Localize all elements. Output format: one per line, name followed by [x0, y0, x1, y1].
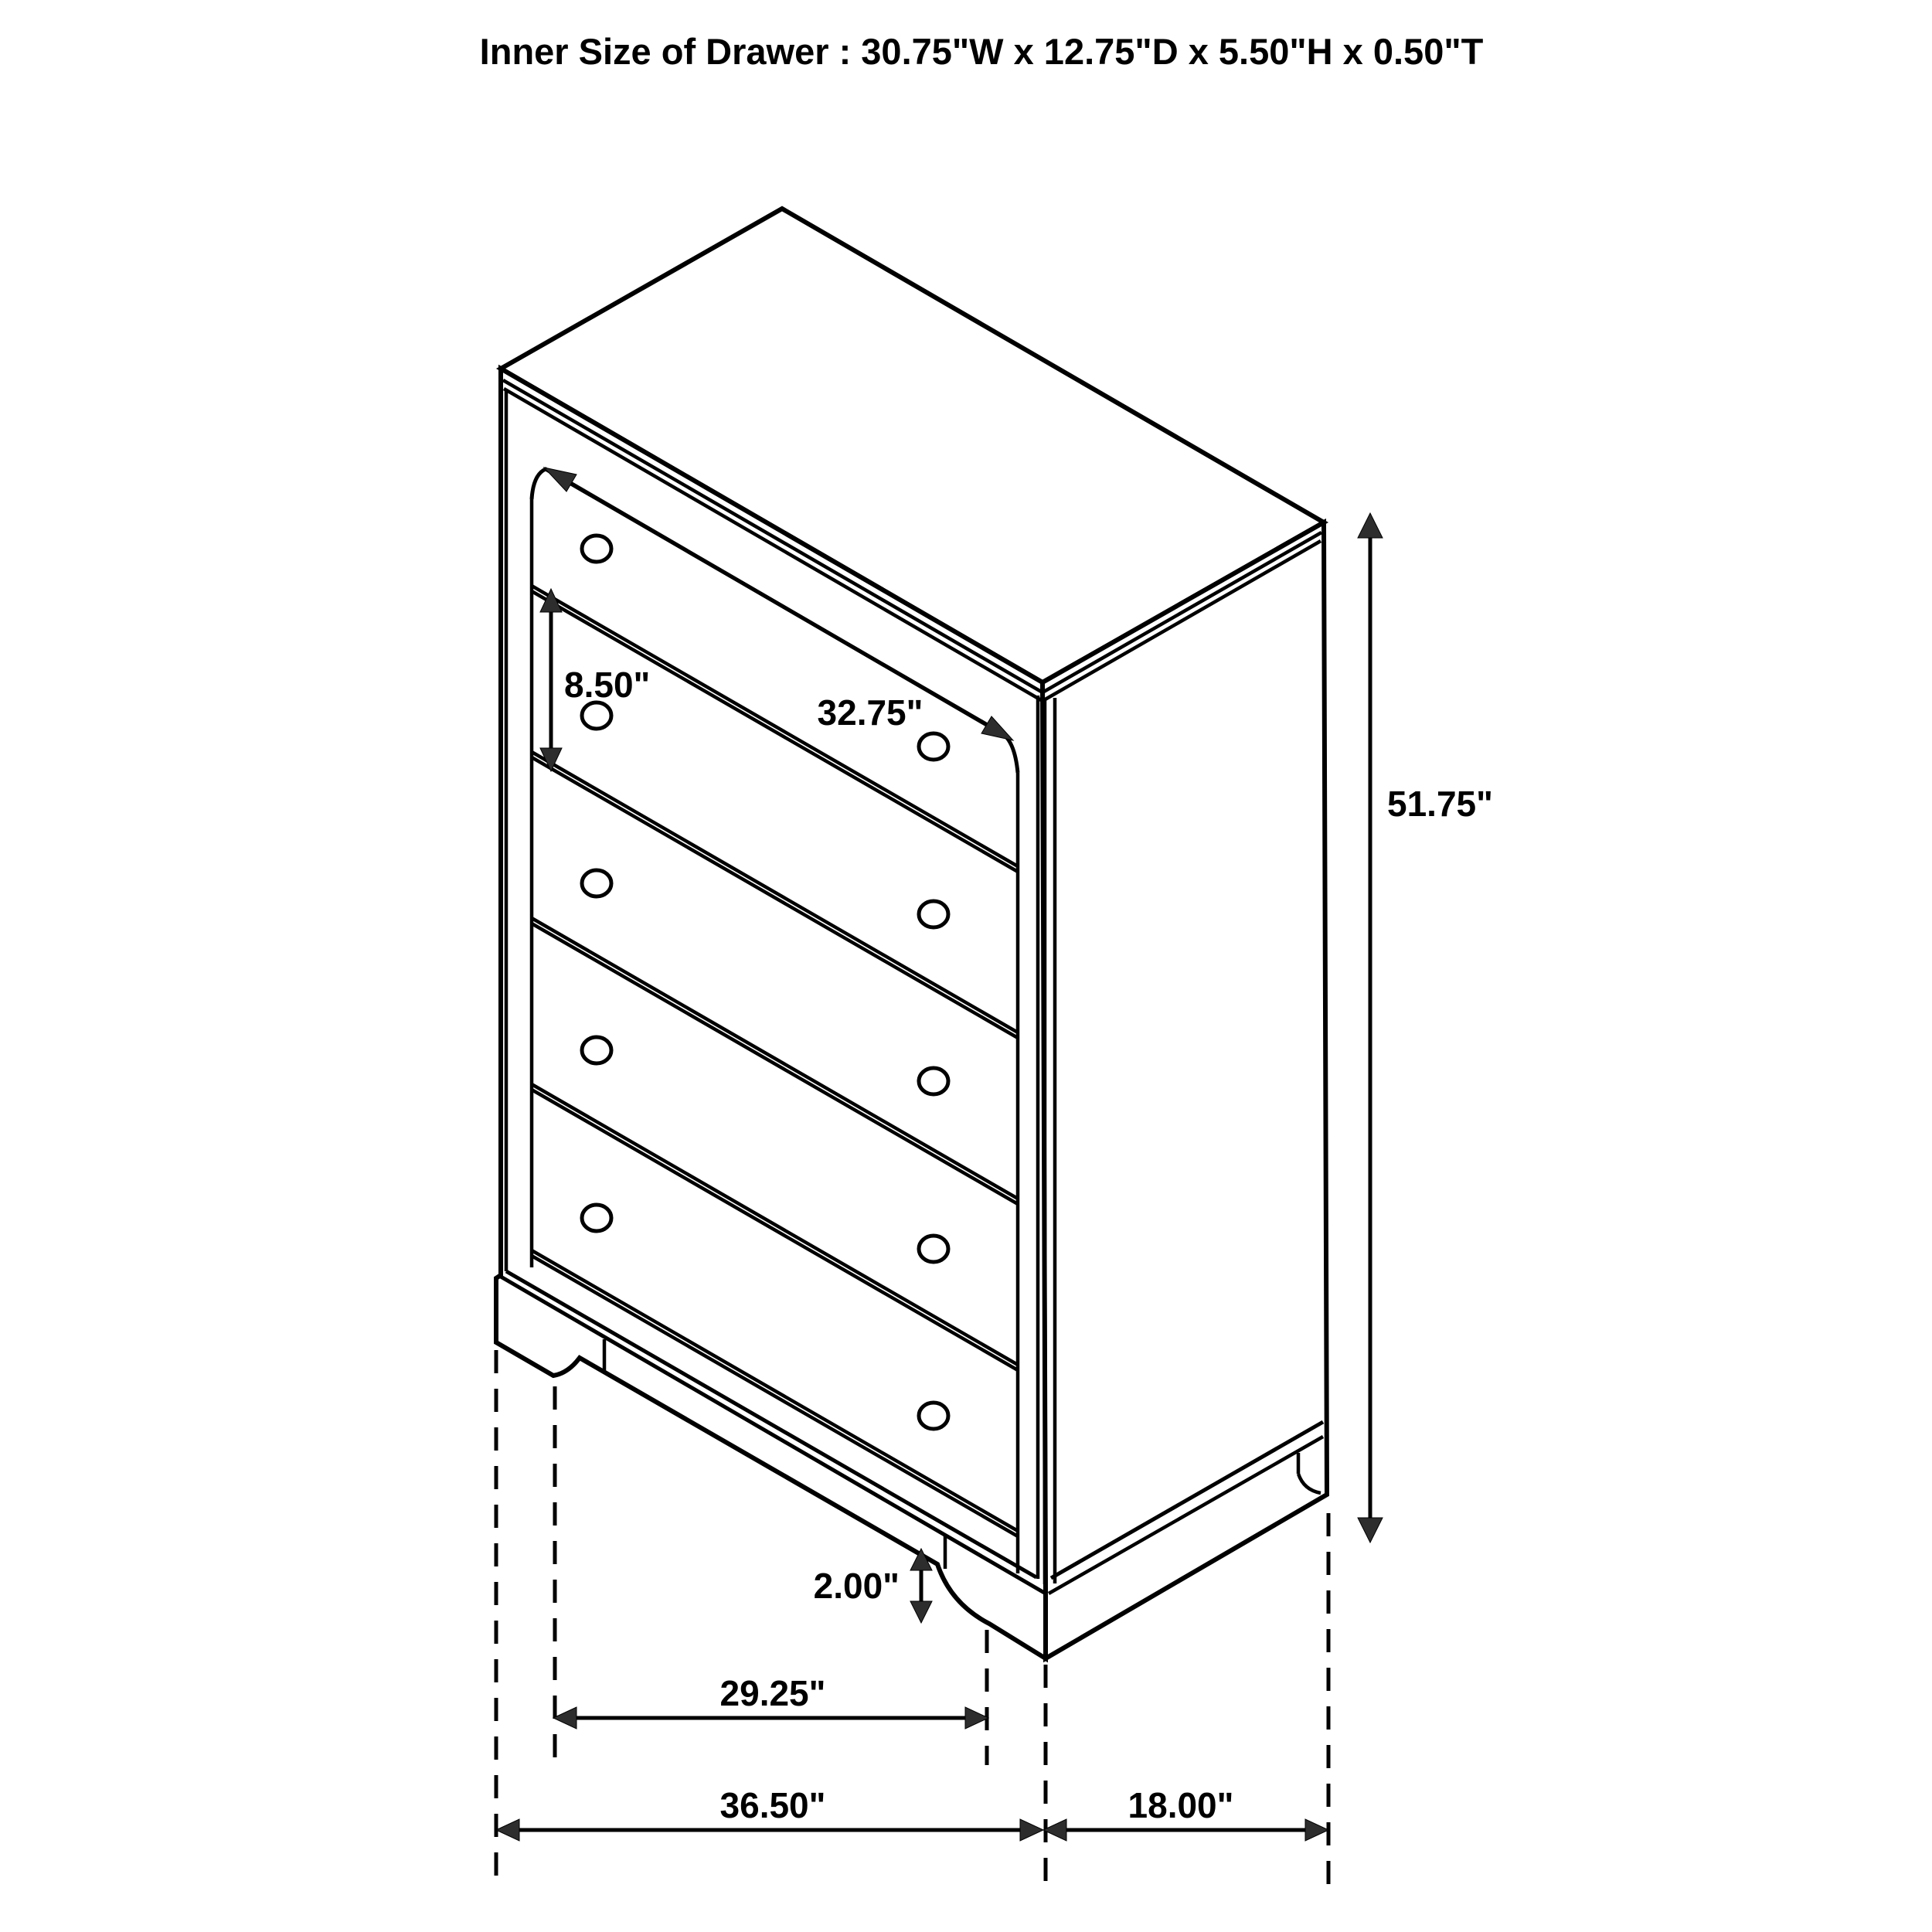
- dim-overall-depth: [1043, 1785, 1328, 1841]
- dim-overall-width: [496, 1785, 1043, 1841]
- dim-drawer-height-label: 8.50": [564, 665, 651, 705]
- chest-body: [496, 209, 1327, 1658]
- dim-feet-spacing-label: 29.25": [719, 1673, 826, 1713]
- page-title: Inner Size of Drawer : 30.75"W x 12.75"D x 5.50"H x 0.50"T: [479, 31, 1484, 72]
- right-side-face: [1043, 522, 1327, 1658]
- arrow-right-icon: [1020, 1819, 1043, 1841]
- arrow-down-icon: [910, 1601, 932, 1623]
- dim-overall-depth-label: 18.00": [1128, 1785, 1234, 1825]
- arrow-left-icon: [496, 1819, 519, 1841]
- dim-overall-height: [1358, 513, 1493, 1543]
- dim-foot-height: [814, 1549, 932, 1623]
- dim-overall-height-label: 51.75": [1387, 784, 1493, 824]
- arrow-right-icon: [1305, 1819, 1328, 1841]
- dim-opening-width-label: 32.75": [817, 692, 923, 733]
- dim-foot-height-label: 2.00": [813, 1566, 900, 1606]
- dim-overall-width-label: 36.50": [719, 1785, 826, 1825]
- arrow-up-icon: [1358, 513, 1383, 538]
- dim-feet-spacing: [553, 1673, 988, 1729]
- arrow-down-icon: [1358, 1518, 1383, 1543]
